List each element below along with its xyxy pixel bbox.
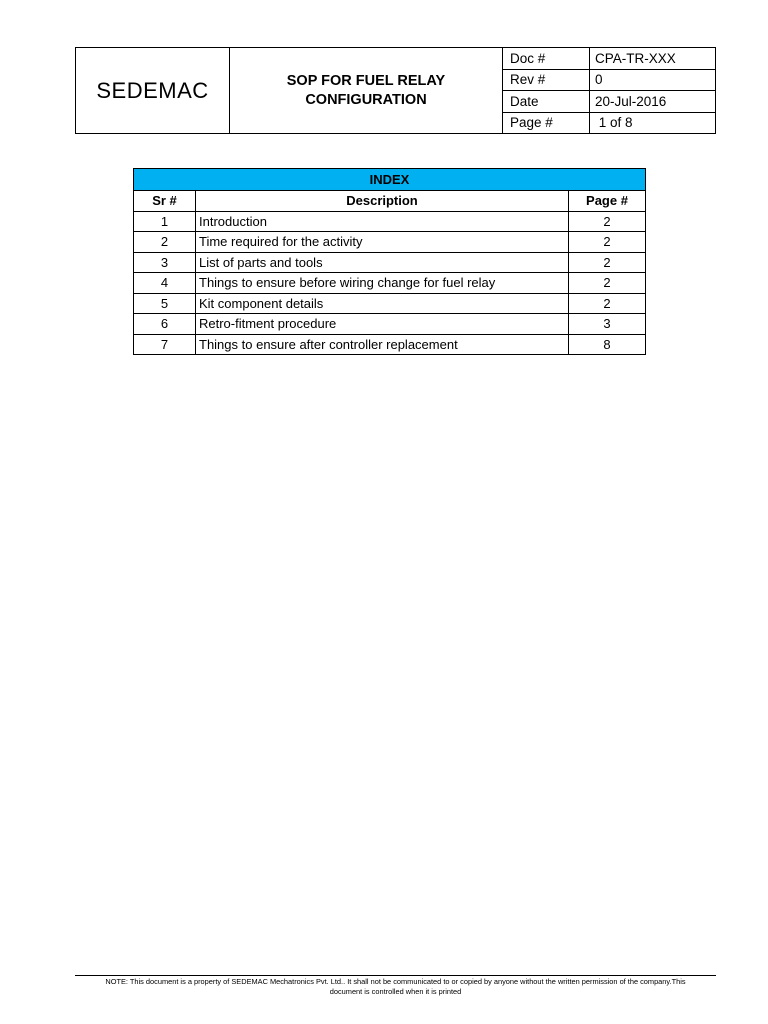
row-page: 3: [569, 314, 646, 335]
table-row: [134, 232, 646, 253]
table-row: [134, 334, 646, 355]
row-sr: 1: [134, 211, 196, 232]
document-meta: [503, 48, 715, 133]
index-column-headers: [134, 191, 646, 212]
row-page: 2: [569, 232, 646, 253]
table-row: [134, 314, 646, 335]
meta-row-page: [503, 113, 715, 134]
meta-value: 1 of 8: [595, 115, 633, 131]
meta-row-date: [503, 91, 715, 113]
footer-note: [75, 975, 716, 996]
meta-key: Rev #: [503, 70, 590, 91]
title-line-1: SOP FOR FUEL RELAY: [286, 72, 446, 89]
row-page: 8: [569, 334, 646, 355]
row-sr: 2: [134, 232, 196, 253]
row-page: 2: [569, 252, 646, 273]
row-description: Retro-fitment procedure: [196, 314, 569, 335]
table-row: [134, 293, 646, 314]
document-header: [75, 47, 716, 134]
row-description: Things to ensure before wiring change for fuel relay: [196, 273, 569, 294]
company-logo: SEDEMAC: [76, 48, 230, 133]
column-header-page: Page #: [569, 191, 646, 212]
row-page: 2: [569, 273, 646, 294]
table-row: [134, 211, 646, 232]
row-sr: 3: [134, 252, 196, 273]
row-sr: 4: [134, 273, 196, 294]
meta-row-rev: [503, 70, 715, 92]
row-sr: 7: [134, 334, 196, 355]
row-sr: 5: [134, 293, 196, 314]
row-description: Time required for the activity: [196, 232, 569, 253]
document-title: [230, 48, 503, 133]
index-title: INDEX: [134, 169, 646, 191]
column-header-description: Description: [196, 191, 569, 212]
index-rows: [134, 211, 646, 355]
table-row: [134, 252, 646, 273]
meta-value: CPA-TR-XXX: [595, 50, 676, 66]
row-description: List of parts and tools: [196, 252, 569, 273]
index-table: [133, 168, 646, 355]
row-description: Things to ensure after controller replacement: [196, 334, 569, 355]
column-header-sr: Sr #: [134, 191, 196, 212]
row-description: Introduction: [196, 211, 569, 232]
row-page: 2: [569, 211, 646, 232]
meta-row-doc: [503, 48, 715, 70]
footer-line-2: document is controlled when it is printed: [329, 986, 462, 996]
row-description: Kit component details: [196, 293, 569, 314]
meta-key: Page #: [503, 113, 590, 134]
row-sr: 6: [134, 314, 196, 335]
row-page: 2: [569, 293, 646, 314]
title-line-2: CONFIGURATION: [305, 91, 427, 108]
table-row: [134, 273, 646, 294]
meta-value: 20-Jul-2016: [595, 93, 667, 109]
meta-value: 0: [595, 72, 603, 88]
footer-line-1: NOTE: This document is a property of SEDEMAC Mechatronics Pvt. Ltd.. It shall not be communicated to or copied by anyone without the written permission of the company.This: [105, 977, 686, 986]
meta-key: Date: [503, 91, 590, 112]
meta-key: Doc #: [503, 48, 590, 69]
